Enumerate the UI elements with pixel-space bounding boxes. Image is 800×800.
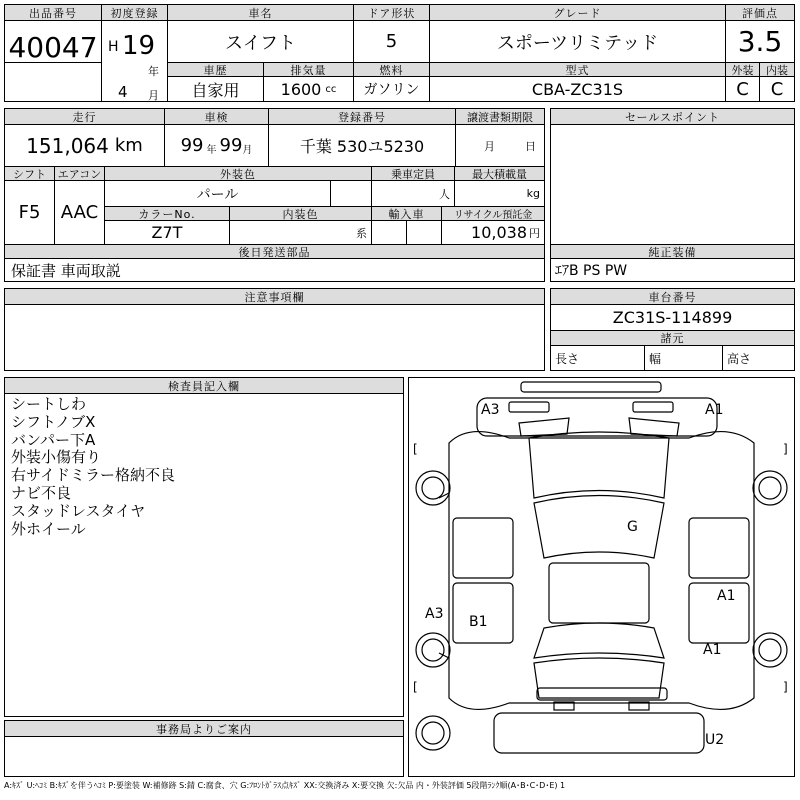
era-label: H <box>108 39 119 55</box>
recycle-value: 10,038 <box>471 223 527 242</box>
score-label: 評価点 <box>726 5 794 21</box>
aircon-value: AAC <box>55 181 105 245</box>
shift-label: シフト <box>5 167 55 181</box>
history-value: 自家用 <box>168 77 264 101</box>
office-label: 事務局よりご案内 <box>5 721 403 737</box>
shift-value: F5 <box>5 181 55 245</box>
bracket-left-bottom: [ <box>413 680 418 694</box>
capacity-label: 乗車定員 <box>372 167 455 181</box>
inspector-label: 検査員記入欄 <box>5 378 403 394</box>
damage-mark-a1-top: A1 <box>705 402 724 418</box>
model-code-value: CBA-ZC31S <box>430 77 726 101</box>
note-line: シートしわ <box>11 395 87 413</box>
mileage-cell: 151,064 km <box>5 125 165 167</box>
displacement-label: 排気量 <box>264 63 354 77</box>
note-line: ナビ不良 <box>11 483 72 502</box>
cautions-section <box>4 288 545 371</box>
capacity-cell: 人 <box>372 181 455 207</box>
load-cell: kg <box>455 181 544 207</box>
car-name-value: スイフト <box>168 21 354 63</box>
note-line: 右サイドミラー格納不良 <box>11 466 175 485</box>
damage-mark-u2: U2 <box>705 732 725 748</box>
import-cell-1 <box>372 221 407 245</box>
inspector-section <box>4 377 404 717</box>
delivery-value: 保証書 車両取説 <box>11 261 121 280</box>
first-reg-month: 4 <box>118 83 128 101</box>
displacement-value: 1600 <box>280 79 322 99</box>
plate-value: 千葉 530ユ5230 <box>269 125 456 167</box>
sales-points-label: セールスポイント <box>551 109 794 125</box>
note-line: バンパー下A <box>11 430 96 449</box>
import-cell-2 <box>407 221 442 245</box>
plate-label: 登録番号 <box>269 109 456 125</box>
interior-color-label: 内装色 <box>230 207 372 221</box>
first-reg-label: 初度登録 <box>102 5 168 21</box>
damage-mark-b1: B1 <box>469 614 488 630</box>
doors-value: 5 <box>354 21 430 63</box>
sales-points-body <box>551 125 794 245</box>
sales-points-section <box>550 108 795 282</box>
car-diagram <box>408 377 795 777</box>
chassis-value: ZC31S-114899 <box>551 305 794 331</box>
grade-value: スポーツリミテッド <box>430 21 726 63</box>
damage-mark-a1-right-2: A1 <box>703 642 722 658</box>
specs-section <box>4 108 545 282</box>
cautions-label: 注意事項欄 <box>5 289 544 305</box>
bracket-right-bottom: ] <box>783 680 788 694</box>
chassis-label: 車台番号 <box>551 289 794 305</box>
car-diagram-svg <box>409 378 794 776</box>
bracket-right-top: ] <box>783 442 788 456</box>
delivery-label: 後日発送部品 <box>5 245 544 259</box>
color-extra <box>331 181 372 207</box>
height-label: 高さ <box>727 351 752 366</box>
car-name-label: 車名 <box>168 5 354 21</box>
inspection-label: 車検 <box>165 109 269 125</box>
lot-no-label: 出品番号 <box>5 5 102 21</box>
header-section <box>4 4 795 102</box>
exterior-label: 外装 <box>726 63 760 77</box>
dims-label: 諸元 <box>551 331 794 346</box>
color-value: パール <box>105 181 331 207</box>
color-label: 外装色 <box>105 167 372 181</box>
model-code-label: 型式 <box>430 63 726 77</box>
recycle-cell: 10,038 円 <box>442 221 544 245</box>
length-label: 長さ <box>551 346 645 370</box>
interior-grade: C <box>770 78 784 100</box>
score-value: 3.5 <box>726 21 794 63</box>
grade-label: グレード <box>430 5 726 21</box>
doors-label: ドア形状 <box>354 5 430 21</box>
aircon-label: エアコン <box>55 167 105 181</box>
exterior-grade: C <box>726 77 760 101</box>
chassis-section <box>550 288 795 371</box>
inspector-notes <box>11 396 175 538</box>
damage-mark-a1-right: A1 <box>717 588 736 604</box>
interior-label: 内装 <box>760 63 794 77</box>
bracket-left-top: [ <box>413 442 418 456</box>
damage-mark-a3-top: A3 <box>481 402 500 418</box>
fuel-value: ガソリン <box>354 77 430 101</box>
recycle-label: リサイクル預託金 <box>442 207 544 221</box>
transfer-cell: 月 日 <box>456 125 544 167</box>
inspection-cell: 99 年 99 月 <box>165 125 269 167</box>
history-label: 車歴 <box>168 63 264 77</box>
mileage-value: 151,064 <box>26 133 109 158</box>
damage-legend: A:ｷｽﾞ U:ﾍｺﾐ B:ｷｽﾞを伴うﾍｺﾐ P:要塗装 W:補修跡 S:錆 C:腐食、穴 G:ﾌﾛﾝﾄｶﾞﾗｽ点ｷｽﾞ XX:交換済み X:要交換 欠:欠品 内・外装評価 5段階ﾗﾝｸ順(A･B･C･D･E) 1 <box>4 781 566 790</box>
lot-no-value: 40047 <box>5 21 102 101</box>
load-label: 最大積載量 <box>455 167 544 181</box>
damage-mark-g: G <box>627 519 638 535</box>
interior-color-cell: 系 <box>230 221 372 245</box>
import-label: 輸入車 <box>372 207 442 221</box>
displacement-cell: 1600 cc <box>264 77 354 101</box>
note-line: シフトノブX <box>11 412 96 431</box>
note-line: 外装小傷有り <box>11 448 102 467</box>
mileage-label: 走行 <box>5 109 165 125</box>
colorno-value: Z7T <box>105 221 230 245</box>
colorno-label: カラーNo. <box>105 207 230 221</box>
office-section <box>4 720 404 777</box>
equipment-label: 純正装備 <box>551 245 794 259</box>
note-line: スタッドレスタイヤ <box>11 501 146 520</box>
first-reg-cell: H 19 年 4 月 <box>102 21 168 101</box>
width-label: 幅 <box>645 346 723 370</box>
transfer-label: 譲渡書類期限 <box>456 109 544 125</box>
fuel-label: 燃料 <box>354 63 430 77</box>
damage-mark-a3-left: A3 <box>425 606 444 622</box>
inspection-month: 99 <box>219 135 243 156</box>
inspection-year: 99 <box>180 135 204 156</box>
equipment-value: ｴｱB PS PW <box>555 263 628 279</box>
first-reg-year: 19 <box>122 31 156 61</box>
note-line: 外ホイール <box>11 519 86 538</box>
